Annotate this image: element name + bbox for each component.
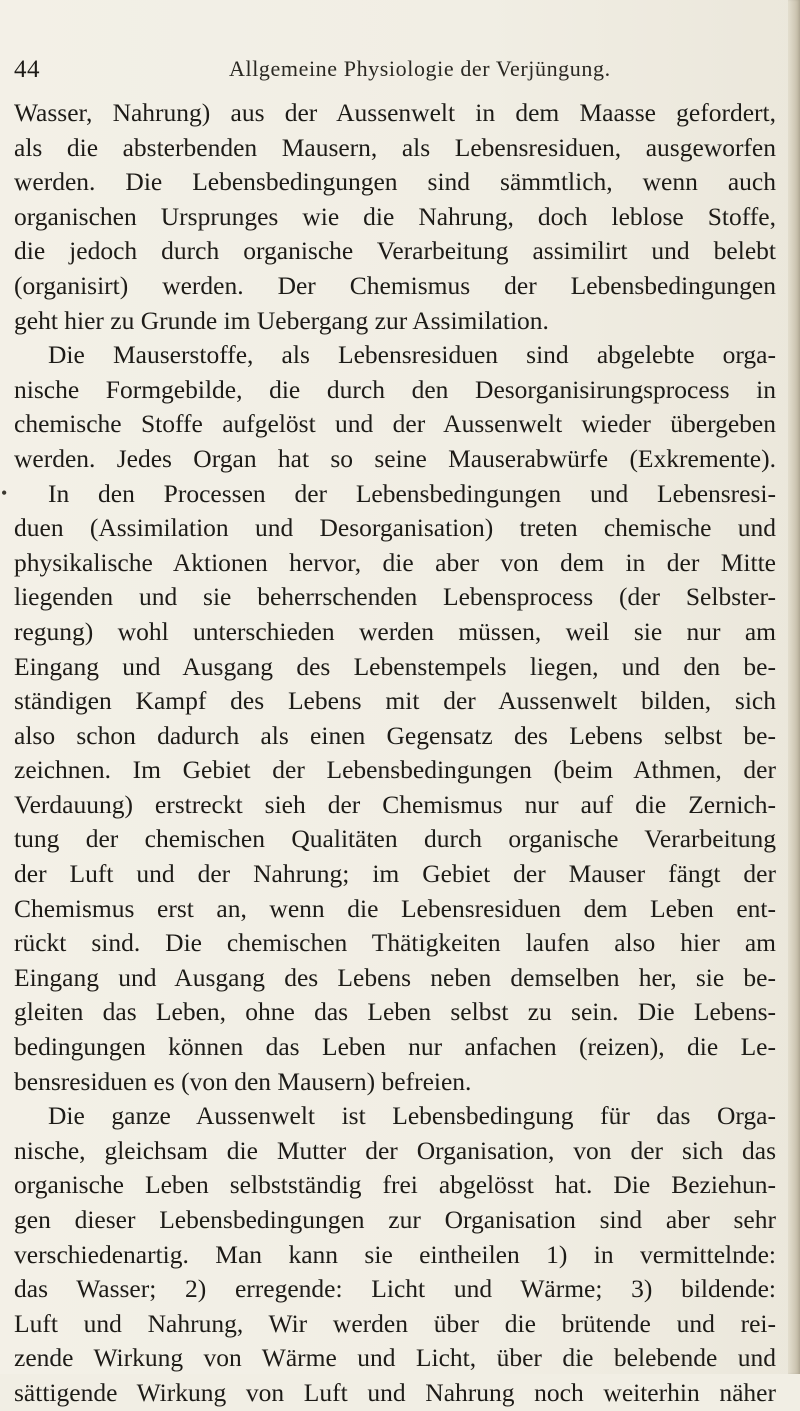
text-line: rückt sind. Die chemischen Thätigkeiten laufen also hier am [14,928,776,958]
paragraph-start-line: Die Mauserstoffe, als Lebensresiduen sind abgelebte orga- [48,340,776,370]
page-number: 44 [14,56,40,83]
text-line: regung) wohl unterschieden werden müssen, weil sie nur am [14,616,776,646]
text-line: das Wasser; 2) erregende: Licht und Wärme; 3) bildende: [14,1274,776,1304]
text-line: Luft und Nahrung, Wir werden über die brütende und rei- [14,1308,776,1338]
text-line: bedingungen können das Leben nur anfachen (reizen), die Le- [14,1032,776,1062]
text-line: als die absterbenden Mausern, als Lebensresiduen, ausgeworfen [14,132,776,162]
page-header [14,56,774,90]
text-line: zeichnen. Im Gebiet der Lebensbedingungen (beim Athmen, der [14,755,776,785]
text-line: chemische Stoffe aufgelöst und der Aussenwelt wieder übergeben [14,409,776,439]
text-line: bensresiduen es (von den Mausern) befreien. [14,1066,472,1096]
body-text [14,96,776,1411]
text-line: werden. Die Lebensbedingungen sind sämmtlich, wenn auch [14,167,776,197]
text-line: organischen Ursprunges wie die Nahrung, doch leblose Stoffe, [14,201,776,231]
text-line: sättigende Wirkung von Luft und Nahrung noch weiterhin näher [14,1377,776,1407]
running-head: Allgemeine Physiologie der Verjüngung. [229,56,611,81]
page-edge [788,0,800,1374]
paragraph-start-line: Die ganze Aussenwelt ist Lebensbedingung für das Orga- [48,1101,776,1131]
text-line: Chemismus erst an, wenn die Lebensresiduen dem Leben ent- [14,893,776,923]
text-line: ständigen Kampf des Lebens mit der Aussenwelt bilden, sich [14,686,776,716]
margin-dot: • [1,483,8,503]
text-line: also schon dadurch als einen Gegensatz des Lebens selbst be- [14,720,776,750]
text-line: duen (Assimilation und Desorganisation) treten chemische und [14,513,776,543]
text-line: Verdauung) erstreckt sieh der Chemismus nur auf die Zernich- [14,789,776,819]
text-line: gen dieser Lebensbedingungen zur Organisation sind aber sehr [14,1205,776,1234]
text-line: der Luft und der Nahrung; im Gebiet der Mauser fängt der [14,859,776,889]
text-line: verschiedenartig. Man kann sie eintheilen 1) in vermittelnde: [14,1239,776,1269]
text-line: physikalische Aktionen hervor, die aber von dem in der Mitte [14,547,776,577]
text-line: geht hier zu Grunde im Uebergang zur Assimilation. [14,305,549,335]
text-line: werden. Jedes Organ hat so seine Mauserabwürfe (Exkremente). [14,443,776,473]
text-line: gleiten das Leben, ohne das Leben selbst zu sein. Die Lebens- [14,997,776,1027]
text-line: zende Wirkung von Wärme und Licht, über die belebende und [14,1343,776,1373]
text-line: Eingang und Ausgang des Lebenstempels liegen, und den be- [14,651,776,681]
paragraph-start-line: In den Processen der Lebensbedingungen und Lebensresi- [48,478,776,508]
text-line: nische Formgebilde, die durch den Desorganisirungsprocess in [14,374,776,404]
text-line: tung der chemischen Qualitäten durch organische Verarbeitung [14,824,776,854]
text-line: Eingang und Ausgang des Lebens neben demselben her, sie be- [14,962,776,992]
text-line: Wasser, Nahrung) aus der Aussenwelt in dem Maasse gefordert, [14,98,776,127]
text-line: (organisirt) werden. Der Chemismus der Lebensbedingungen [14,270,776,300]
text-line: organische Leben selbstständig frei abgelösst hat. Die Beziehun- [14,1170,776,1200]
text-line: die jedoch durch organische Verarbeitung assimilirt und belebt [14,236,776,266]
text-line: nische, gleichsam die Mutter der Organisation, von der sich das [14,1135,776,1165]
text-line: liegenden und sie beherrschenden Lebensprocess (der Selbster- [14,582,776,612]
